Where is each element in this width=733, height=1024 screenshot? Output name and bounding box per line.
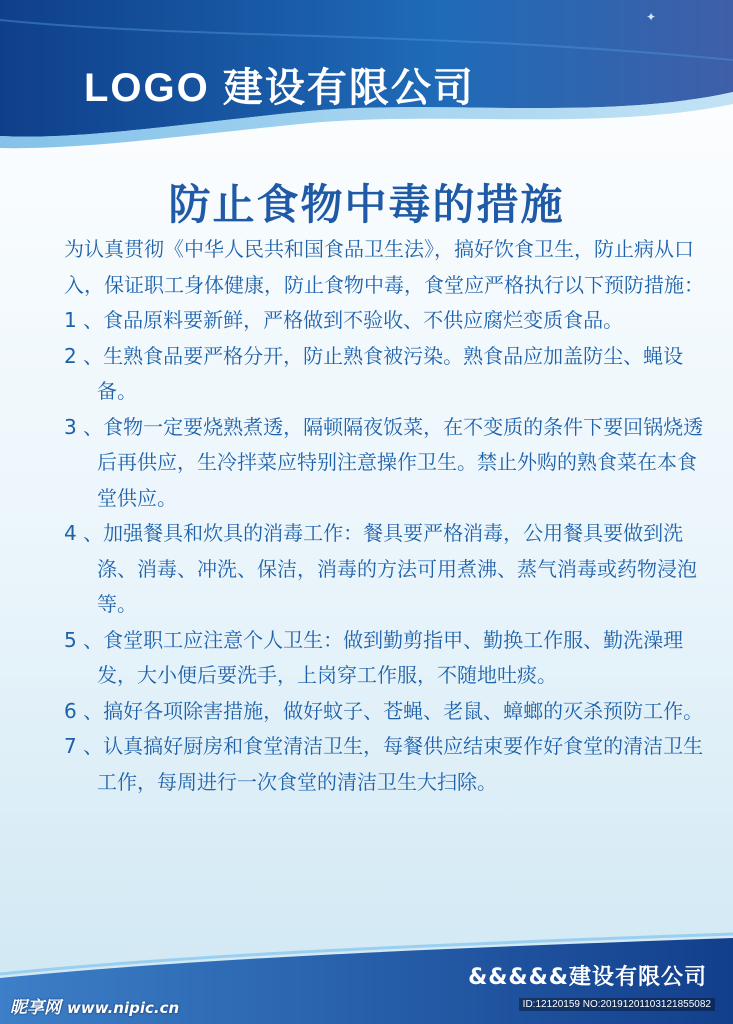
- header-banner: [0, 0, 733, 150]
- list-item: 4 、加强餐具和炊具的消毒工作：餐具要严格消毒，公用餐具要做到洗涤、消毒、冲洗、保洁，消毒的方法可用煮沸、蒸气消毒或药物浸泡等。: [64, 521, 697, 616]
- footer-company-name: &&&&&建设有限公司: [468, 965, 707, 990]
- list-item: 3 、食物一定要烧熟煮透，隔顿隔夜饭菜，在不变质的条件下要回锅烧透后再供应，生冷拌菜应特别注意操作卫生。禁止外购的熟食菜在本食堂供应。: [64, 414, 704, 510]
- list-item: 2 、生熟食品要严格分开，防止熟食被污染。熟食品应加盖防尘、蝇设备。: [64, 343, 684, 403]
- watermark-url: www.nipic.cn: [67, 999, 180, 1017]
- footer-banner: [0, 930, 733, 1024]
- list-item: 5 、食堂职工应注意个人卫生：做到勤剪指甲、勤换工作服、勤洗澡理发，大小便后要洗手，上岗穿工作服，不随地吐痰。: [64, 627, 684, 687]
- watermark-site: [10, 993, 179, 1018]
- list-item: 7 、认真搞好厨房和食堂清洁卫生，每餐供应结束要作好食堂的清洁卫生工作，每周进行一次食堂的清洁卫生大扫除。: [64, 734, 704, 794]
- watermark-site-name: 昵享网: [10, 998, 61, 1018]
- intro-paragraph: 为认真贯彻《中华人民共和国食品卫生法》，搞好饮食卫生，防止病从口入，保证职工身体健康，防止食物中毒，食堂应严格执行以下预防措施：: [64, 237, 704, 297]
- list-item: 1 、食品原料要新鲜，严格做到不验收、不供应腐烂变质食品。: [64, 308, 624, 332]
- logo-company-name: LOGO 建设有限公司: [84, 66, 475, 110]
- list-item: 6 、搞好各项除害措施，做好蚊子、苍蝇、老鼠、蟑螂的灭杀预防工作。: [64, 698, 704, 723]
- notice-content: [64, 232, 709, 800]
- watermark-id: ID:12120159 NO:20191201103121855082: [519, 998, 715, 1011]
- page-title: 防止食物中毒的措施: [168, 180, 565, 229]
- star-icon: ✦: [646, 10, 657, 24]
